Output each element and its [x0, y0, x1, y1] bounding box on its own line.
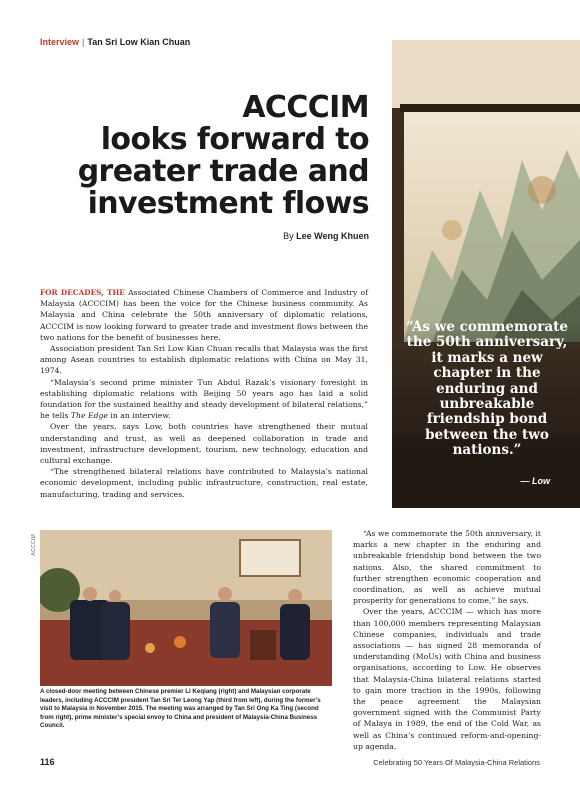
paragraph: Association president Tan Sri Low Kian Chuan recalls that Malaysia was the first among Asean countries to establish diplomatic relations with China on May 31, 1974.: [40, 344, 368, 376]
byline-prefix: By: [283, 231, 294, 241]
pull-quote-attribution: — Low: [520, 476, 550, 486]
kicker-separator: |: [82, 37, 85, 47]
paragraph: Over the years, says Low, both countries have strengthened their mutual understanding and trust, as well as deepened collaboration in trade and investment, infrastructure development, tourism, new technology, education and cultural exchange.: [40, 422, 368, 466]
headline-line: ACCCIM: [242, 90, 369, 125]
photo-credit: ACCCIM: [31, 534, 37, 556]
headline-line: greater trade and: [77, 154, 369, 189]
article-body-bottom: [353, 528, 541, 752]
paragraph: Over the years, ACCCIM — which has more than 100,000 members representing Malaysian Chinese companies, individuals and trade associations — has signed 28 memoranda of understanding (MoUs) with China and business organisations, according to Low. He observes that Malaysia-China bilateral relations started to gain more traction in the 1990s, following the peace agreement the Malaysian government signed with the Communist Party of Malaya in 1989, the end of the Cold War, as well as China’s continued reform-and-opening-up agenda.: [353, 607, 541, 751]
headline: [69, 92, 369, 220]
headline-line: investment flows: [87, 186, 369, 221]
meeting-scene-image: [40, 530, 332, 686]
paragraph: “As we commemorate the 50th anniversary, it marks a new chapter in the enduring and unbreakable friendship bond between the two nations. Also, the shared commitment to further strengthen economic cooperation and coordination, as well as achieve mutual prosperity for generations to come,” he says.: [353, 529, 541, 606]
interview-subject: Tan Sri Low Kian Chuan: [87, 37, 191, 47]
publication-name: The Edge: [70, 411, 108, 421]
headline-line: looks forward to: [100, 122, 369, 157]
page-number: 116: [40, 757, 55, 767]
article-body-top: [40, 287, 368, 500]
author-name: Lee Weng Khuen: [296, 231, 369, 241]
byline: [283, 231, 369, 241]
section-kicker: [40, 37, 190, 47]
paragraph: “The strengthened bilateral relations have contributed to Malaysia’s national economic development, including public infrastructure, construction, real estate, manufacturing, trading and services.: [40, 467, 368, 499]
section-label: Interview: [40, 37, 80, 47]
paragraph: FOR DECADES, THE Associated Chinese Chambers of Commerce and Industry of Malaysia (ACCCIM) has been the voice for the Chinese business community. As Malaysia and China celebrate the 50th anniversary of diplomatic relations, ACCCIM is now looking forward to greater trade and investment flows between the two nations for the benefit of businesses here.: [40, 288, 368, 342]
photo-caption: A closed-door meeting between Chinese premier Li Keqiang (right) and Malaysian corporate leaders, including ACCCIM president Tan Sri Ter Leong Yap (third from left), during the former’s visit to Malaysia in November 2015. The meeting was arranged by Tan Sri Ong Ka Ting (second from right), prime minister’s special envoy to China and president of Malaysia-China Business Council.: [40, 688, 321, 730]
lead-in: FOR DECADES, THE: [40, 288, 125, 297]
publication-footer: Celebrating 50 Years Of Malaysia-China Relations: [373, 758, 540, 767]
pull-quote: “As we commemorate the 50th anniversary, it marks a new chapter in the enduring and unbreakable friendship bond between the two nations.”: [406, 319, 568, 459]
meeting-photo: [40, 530, 332, 686]
paragraph: “Malaysia’s second prime minister Tun Abdul Razak’s visionary foresight in establishing diplomatic relations with Beijing 50 years ago has laid a solid foundation for the sustained healthy and steady development of bilateral relations,” he tells The Edge in an interview.: [40, 377, 368, 421]
